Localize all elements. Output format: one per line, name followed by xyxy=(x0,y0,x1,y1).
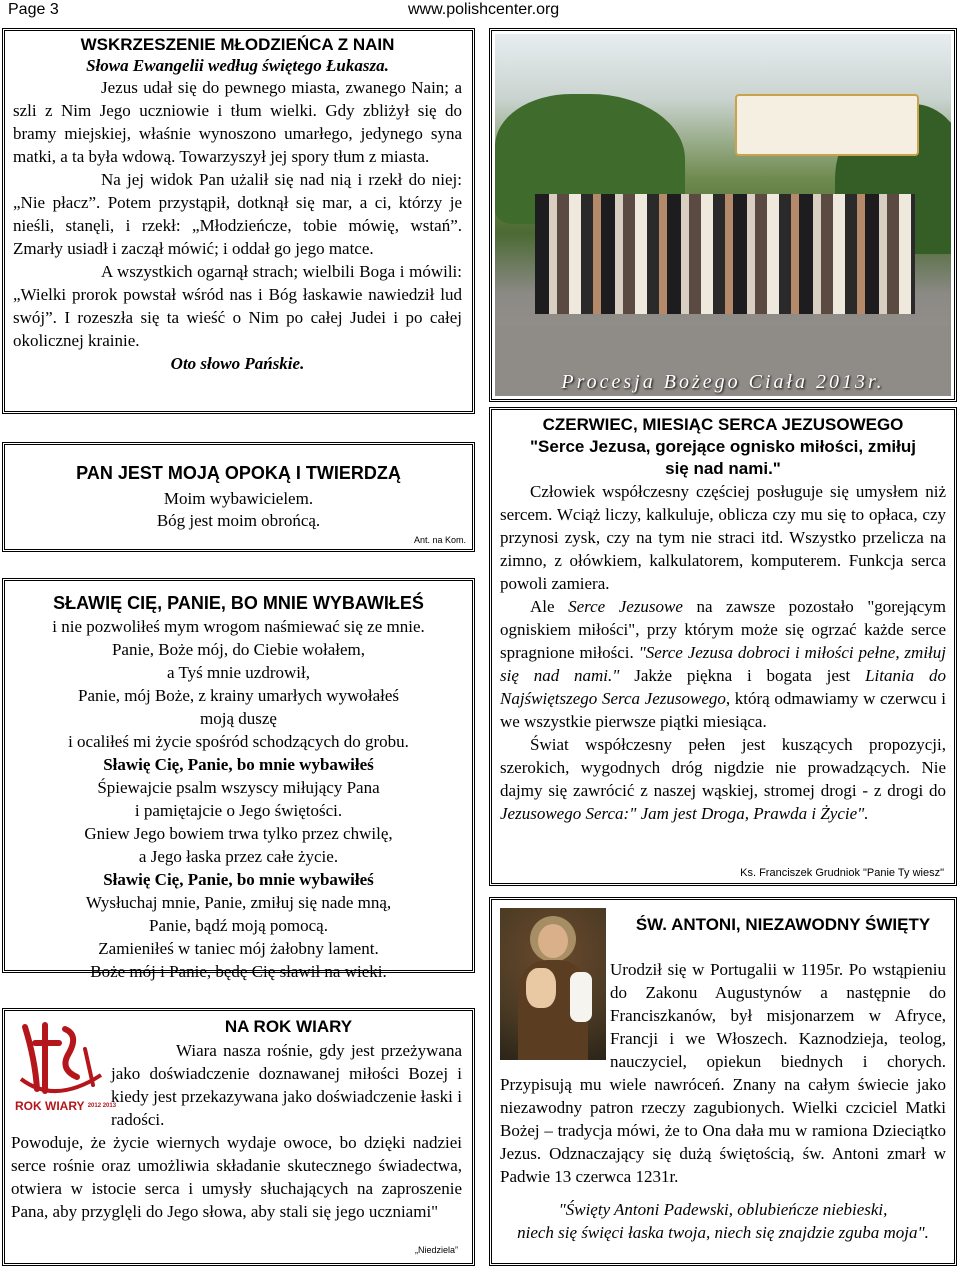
heart-paragraph-2: Ale Serce Jezusowe na zawsze pozostało "gorejącym ogniskiem miłości", przy którym może się ogrzać każde serce spragnione miłości. "Serce Jezusa dobroci i miłości pełne, zmiłuj się nad nami." Jakże piękna i bogata jest Litania do Najświętszego Serca Jezusowego, którą odmawiamy w czerwcu i we wszystkie pierwsze piątki miesiąca. xyxy=(500,597,947,731)
psalm-line: Gniew Jego bowiem trwa tylko przez chwilę, xyxy=(84,824,393,843)
gospel-title: WSKRZESZENIE MŁODZIEŃCA Z NAIN xyxy=(80,35,395,54)
psalm-line: Wysłuchaj mnie, Panie, zmiłuj się nade mną, xyxy=(85,893,392,912)
anthony-prayer-2: niech się święci łaska twoja, niech się znajdzie zguba moja". xyxy=(517,1223,929,1242)
psalm-lines xyxy=(9,615,468,983)
psalm-box xyxy=(2,578,475,981)
website-url: www.polishcenter.org xyxy=(408,1,560,18)
heart-author: Ks. Franciszek Grudniok "Panie Ty wiesz" xyxy=(740,867,944,879)
psalm-line: a Jego łaska przez całe życie. xyxy=(138,847,339,866)
procession-photo xyxy=(495,34,951,396)
anthony-title: ŚW. ANTONI, NIEZAWODNY ŚWIĘTY xyxy=(635,915,931,934)
heart-title: CZERWIEC, MIESIĄC SERCA JEZUSOWEGO xyxy=(542,415,904,434)
psalm-line: moją duszę xyxy=(200,709,277,728)
photo-caption: Procesja Bożego Ciała 2013r. xyxy=(561,371,885,393)
psalm-line: Panie, bądź moją pomocą. xyxy=(149,916,328,935)
gospel-paragraph-3: A wszystkich ogarnął strach; wielbili Boga i mówili: „Wielki prorok powstał wśród nas i Bóg łaskawie nawiedził lud swój”. I rozeszła się ta wieść o Nim po całej Judei i po całej okolicznej krainie. xyxy=(13,262,462,350)
psalm-title: SŁAWIĘ CIĘ, PANIE, BO MNIE WYBAWIŁEŚ xyxy=(53,593,424,613)
heart-paragraph-3: Świat współczesny pełen jest kuszących propozycji, szerokich, wygodnych dróg nigdzie nie prowadzących. Nie dajmy się zawrócić z naszej wąskiej, stromej drogi - z drogi do Jezusowego Serca:" Jam jest Droga, Prawda i Życie". xyxy=(500,735,946,823)
psalm-line: a Tyś mnie uzdrowił, xyxy=(167,663,310,682)
page-number: Page 3 xyxy=(8,1,59,18)
psalm-line: Śpiewajcie psalm wszyscy miłujący Pana xyxy=(97,778,380,797)
rock-source: Ant. na Kom. xyxy=(413,535,466,545)
rok-wiary-logo xyxy=(15,1019,117,1119)
anthony-paragraph: Urodził się w Portugalii w 1195r. Po wstąpieniu do Zakonu Augustynów a następnie do Franciszkanów, był misjonarzem w Afryce, Francji i we Włoszech. Kaznodzieja, teolog, nauczyciel, opiekun biednych i chorych. Przypisują mu wiele nawróceń. Znany na całym świecie jako niezawodny patron rzeczy zagubionych. Wielki czciciel Matki Bożej – tradycja mówi, że to Ona dała mu w ramiona Dzieciątko Jezus. Odznaczający się dużą świętością, św. Antoni zmarł w Padwie 13 czerwca 1231r. xyxy=(500,960,946,1186)
faith-body: Powoduje, że życie wiernych wydaje owoce, bo dzięki nadziei serce rośnie oraz umożliwia składanie skutecznego świadectwa, otwiera w istocie serca i umysły słuchających na zaproszenie Pana, aby przyglęli do Jego słowa, aby stali się jego uczniami" xyxy=(11,1133,462,1221)
canopy xyxy=(735,94,919,156)
faith-title: NA ROK WIARY xyxy=(224,1017,353,1036)
faith-source: „Niedziela” xyxy=(414,1245,458,1255)
psalm-line: i nie pozwoliłeś mym wrogom naśmiewać się ze mnie. xyxy=(52,617,425,636)
psalm-line: Boże mój i Panie, będę Cię sławił na wieki. xyxy=(90,962,387,981)
anthony-body-wrap xyxy=(500,958,946,1188)
gospel-subtitle: Słowa Ewangelii według świętego Łukasza. xyxy=(86,56,389,75)
procession-photo-frame xyxy=(489,28,957,402)
psalm-line: Sławię Cię, Panie, bo mnie wybawiłeś xyxy=(103,755,374,774)
psalm-line: Sławię Cię, Panie, bo mnie wybawiłeś xyxy=(103,870,374,889)
heart-box xyxy=(489,407,957,886)
rock-line-1: Moim wybawicielem. xyxy=(163,489,314,508)
faith-box xyxy=(2,1008,475,1266)
heart-paragraph-1: Człowiek współczesny częściej posługuje się umysłem niż sercem. Wciąż liczy, kalkuluje, oblicza czy mu się to opłaca, czy przynosi zysk, czy na tym nie straci itd. Wszystko przelicza na zimno, z ołówkiem, kalkulatorem, komputerem. Funkcja serca powoli zamiera. xyxy=(500,482,946,593)
psalm-line: i ocaliłeś mi życie spośród schodzących do grobu. xyxy=(68,732,409,751)
gospel-closing: Oto słowo Pańskie. xyxy=(170,354,305,373)
gospel-paragraph-1: Jezus udał się do pewnego miasta, zwanego Nain; a szli z Nim Jego uczniowie i tłum wielki. Gdy zbliżył się do bramy miejskiej, właśnie wynoszono umarłego, jedynego syna matki, a ta była wdową. Towarzyszył jej spory tłum z miasta. xyxy=(13,78,462,166)
psalm-line: Zamieniłeś w taniec mój żałobny lament. xyxy=(98,939,379,958)
anthony-box xyxy=(489,897,957,1266)
psalm-line: i pamiętajcie o Jego świętości. xyxy=(134,801,343,820)
logo-text: ROK WIARY xyxy=(15,1099,85,1113)
psalm-line: Panie, mój Boże, z krainy umarłych wywołałeś xyxy=(77,686,400,705)
heart-subtitle: "Serce Jezusa, gorejące ognisko miłości, zmiłuj się nad nami." xyxy=(530,437,916,478)
rock-title: PAN JEST MOJĄ OPOKĄ I TWIERDZĄ xyxy=(76,463,401,483)
anthony-prayer-1: "Święty Antoni Padewski, oblubieńcze niebieski, xyxy=(558,1200,888,1219)
gospel-box xyxy=(2,28,475,414)
faith-body-indent: Wiara nasza rośnie, gdy jest przeżywana jako doświadczenie doznawanej miłości Bozej i kiedy jest przekazywana jako doświadczenie łaski i radości. xyxy=(111,1041,462,1129)
logo-years: 2012 2013 xyxy=(87,1103,117,1110)
rock-line-2: Bóg jest moim obrońcą. xyxy=(156,511,321,530)
gospel-paragraph-2: Na jej widok Pan użalił się nad nią i rzekł do niej: „Nie płacz”. Potem przystąpił, dotknął się mar, a ci, którzy je nieśli, stanęli, i rzekł: „Młodzieńcze, tobie mówię, wstań”. Zmarły usiadł i zaczął mówić; i oddał go jego matce. xyxy=(13,170,462,258)
psalm-line: Panie, Boże mój, do Ciebie wołałem, xyxy=(111,640,366,659)
rock-box xyxy=(2,442,475,552)
